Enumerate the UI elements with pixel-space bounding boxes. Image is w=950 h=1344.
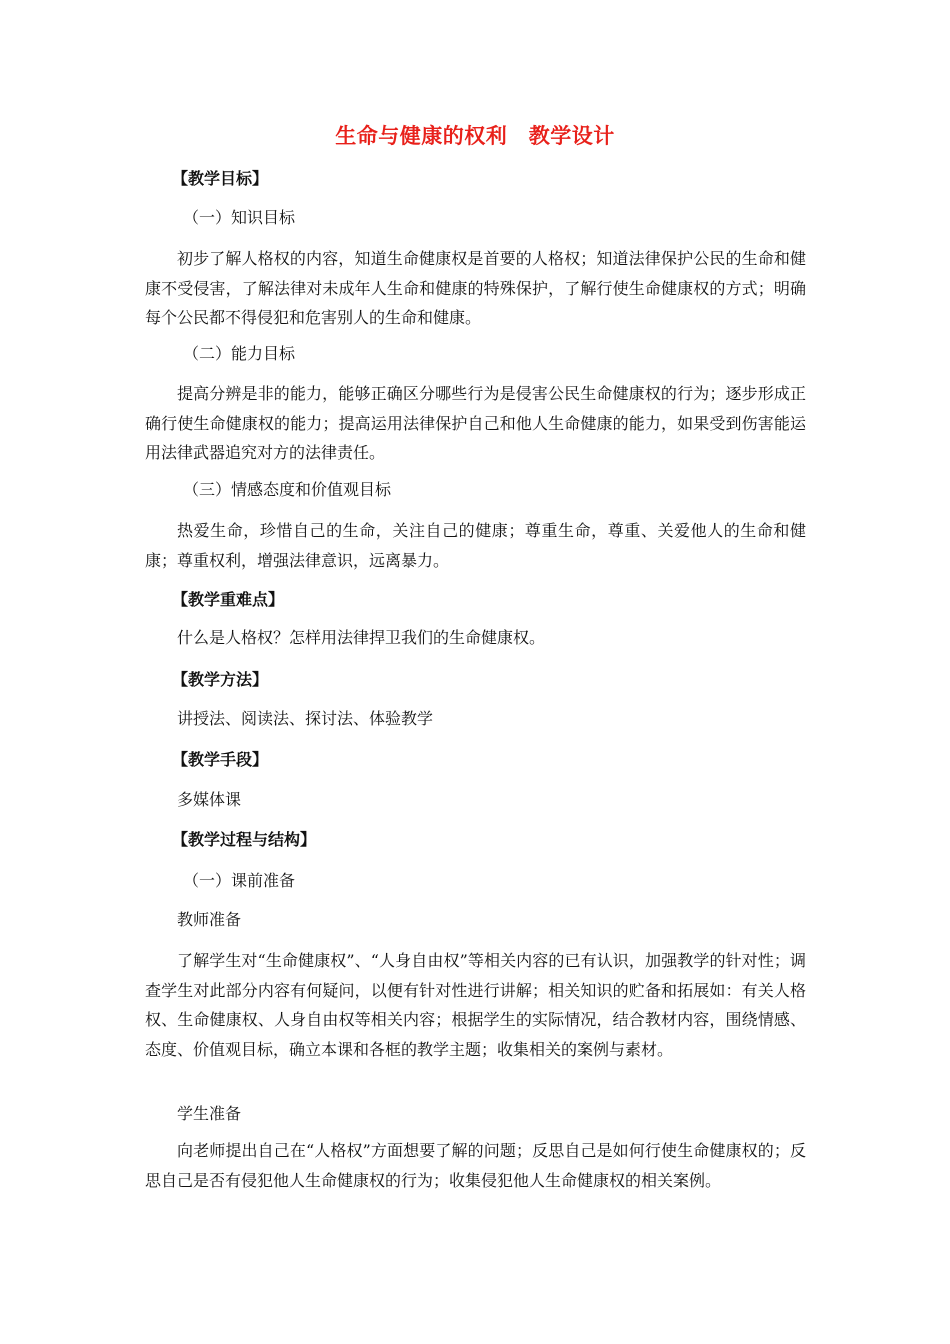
- key-points-heading: 【教学重难点】: [172, 590, 285, 609]
- student-prep-label: 学生准备: [177, 1104, 242, 1123]
- prep-label: （一）课前准备: [183, 871, 296, 890]
- means-heading: 【教学手段】: [172, 750, 269, 769]
- methods-heading: 【教学方法】: [172, 670, 269, 689]
- ability-objective-text: 提高分辨是非的能力，能够正确区分哪些行为是侵害公民生命健康权的行为；逐步形成正确行使生命健康权的能力；提高运用法律保护自己和他人生命健康的能力，如果受到伤害能运用法律武器追究对方的法律责任。: [145, 384, 806, 462]
- emotion-objective-label: （三）情感态度和价值观目标: [183, 480, 392, 499]
- means-text: 多媒体课: [177, 790, 242, 809]
- ability-objective-label: （二）能力目标: [183, 344, 296, 363]
- document-title: 生命与健康的权利 教学设计: [335, 124, 615, 148]
- teacher-prep-text: 了解学生对“生命健康权”、“人身自由权”等相关内容的已有认识，加强教学的针对性；调查学生对此部分内容有何疑问，以便有针对性进行讲解；相关知识的贮备和拓展如：有关人格权、生命健康权、人身自由权等相关内容；根据学生的实际情况，结合教材内容，围绕情感、态度、价值观目标，确立本课和各框的教学主题；收集相关的案例与素材。: [145, 951, 806, 1059]
- knowledge-objective-label: （一）知识目标: [183, 208, 296, 227]
- emotion-objective-text: 热爱生命，珍惜自己的生命，关注自己的健康；尊重生命，尊重、关爱他人的生命和健康；尊重权利，增强法律意识，远离暴力。: [145, 521, 806, 570]
- objectives-heading: 【教学目标】: [172, 169, 269, 188]
- knowledge-objective-text: 初步了解人格权的内容，知道生命健康权是首要的人格权；知道法律保护公民的生命和健康不受侵害，了解法律对未成年人生命和健康的特殊保护，了解行使生命健康权的方式；明确每个公民都不得侵犯和危害别人的生命和健康。: [145, 249, 806, 327]
- key-points-text: 什么是人格权？怎样用法律捍卫我们的生命健康权。: [177, 628, 546, 647]
- methods-text: 讲授法、阅读法、探讨法、体验教学: [177, 709, 434, 728]
- process-heading: 【教学过程与结构】: [172, 830, 317, 849]
- student-prep-text: 向老师提出自己在“人格权”方面想要了解的问题；反思自己是如何行使生命健康权的；反思自己是否有侵犯他人生命健康权的行为；收集侵犯他人生命健康权的相关案例。: [145, 1141, 806, 1190]
- teacher-prep-label: 教师准备: [177, 910, 242, 929]
